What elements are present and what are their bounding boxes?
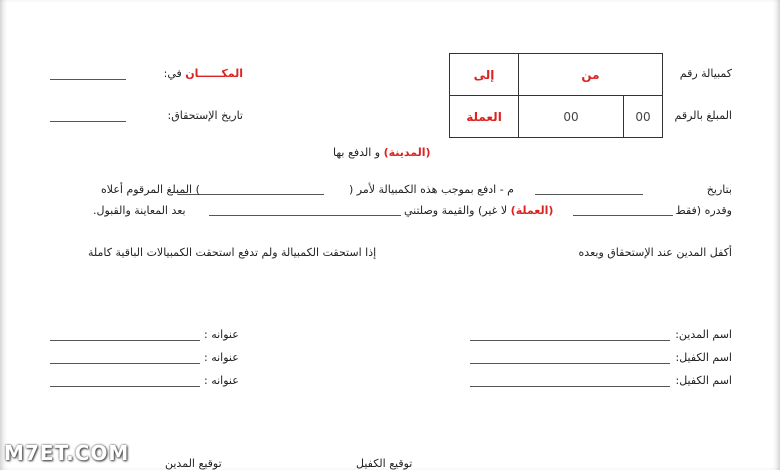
from-cell: من: [581, 67, 600, 82]
body-line2-blank: [209, 215, 401, 216]
body-line2-start: وقدره (فقط: [675, 204, 732, 217]
guarantor-signature-label: توقيع الكفيل: [356, 457, 413, 470]
guarantor-name-blank-1: [470, 363, 670, 364]
place-value: المكــــــان: [185, 67, 243, 80]
amount-cell-1: 00: [635, 109, 651, 124]
place-in-label: في:: [163, 67, 182, 80]
city-line: [333, 146, 431, 160]
city-placeholder: (المدينة): [383, 146, 431, 159]
body-line1-close: ) المبلغ المرقوم أعلاه: [101, 183, 200, 196]
address-label-2: عنوانه :: [204, 351, 239, 364]
body-line1-date-blank: [535, 194, 643, 195]
body-line2-amount-blank: [573, 215, 673, 216]
due-date-label: تاريخ الإستحقاق:: [167, 109, 243, 122]
place-blank-line: [50, 79, 126, 80]
debtor-signature-label: توقيع المدين: [165, 457, 222, 470]
amount-number-label: المبلغ بالرقم: [674, 109, 732, 122]
bill-number-label: كمبيالة رقم: [679, 67, 732, 80]
to-cell: إلى: [473, 67, 495, 82]
debtor-name-blank: [470, 340, 670, 341]
address-blank-2: [50, 363, 200, 364]
body-line2-currency: (العملة): [510, 204, 554, 217]
body-line1-text: م - ادفع بموجب هذه الكمبيالة لأمر (: [349, 183, 514, 196]
amount-cell-2: 00: [563, 109, 579, 124]
debtor-name-label: اسم المدين:: [675, 328, 732, 341]
guarantor-name-label-2: اسم الكفيل:: [675, 374, 732, 387]
guarantor-name-label-1: اسم الكفيل:: [675, 351, 732, 364]
due-date-blank-line: [50, 121, 126, 122]
terms-acceleration: إذا استحقت الكمبيالة ولم تدفع استحقت الكمبيالات الباقية كاملة: [88, 246, 377, 259]
site-watermark: M7ET.COM: [4, 441, 130, 465]
address-label-3: عنوانه :: [204, 374, 239, 387]
body-line2-end: بعد المعاينة والقبول.: [93, 204, 186, 217]
address-blank-1: [50, 340, 200, 341]
currency-cell: العملة: [466, 109, 502, 124]
address-label-1: عنوانه :: [204, 328, 239, 341]
city-payment-text: و الدفع بها: [333, 146, 381, 159]
terms-guarantee: أكفل المدين عند الإستحقاق وبعده: [578, 246, 732, 259]
amount-table: [449, 53, 663, 138]
body-line2-middle: [404, 204, 553, 218]
body-line2-mid-text: لا غير) والقيمة وصلتني: [404, 204, 508, 217]
body-line1-date: بتاريخ: [706, 183, 732, 196]
guarantor-name-blank-2: [470, 386, 670, 387]
address-blank-3: [50, 386, 200, 387]
place-label: [164, 67, 243, 81]
